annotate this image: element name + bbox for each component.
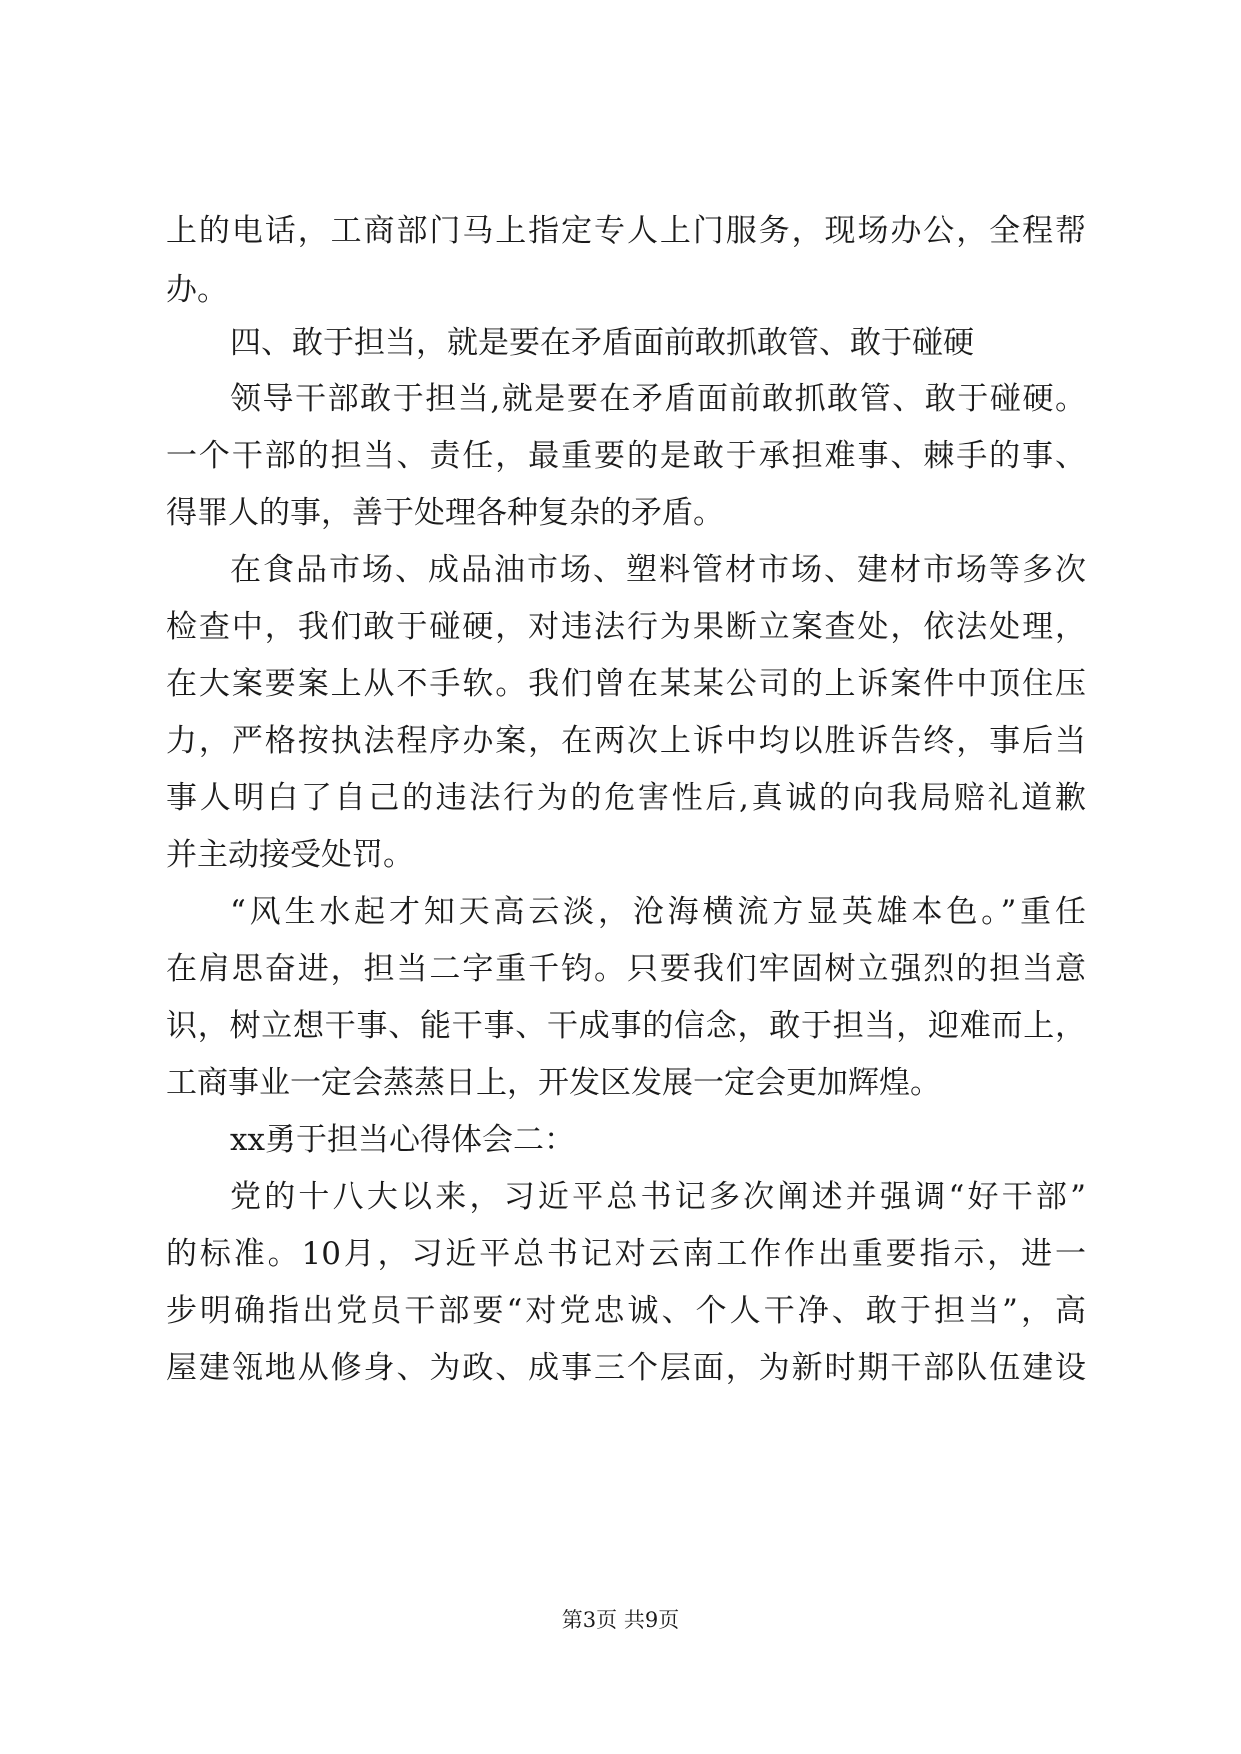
- paragraph-line: 工商事业一定会蒸蒸日上，开发区发展一定会更加辉煌。: [166, 1065, 941, 1101]
- page-number-footer: 第3页 共9页: [561, 1608, 680, 1632]
- paragraph-line: 检查中，我们敢于碰硬，对违法行为果断立案查处，依法处理，: [166, 609, 1086, 645]
- paragraph-line: 事人明白了自己的违法行为的危害性后,真诚的向我局赔礼道歉: [166, 780, 1086, 816]
- paragraph-line: 力，严格按执法程序办案，在两次上诉中均以胜诉告终，事后当: [166, 723, 1086, 759]
- paragraph-line: 在大案要案上从不手软。我们曾在某某公司的上诉案件中顶住压: [166, 666, 1086, 702]
- paragraph-line: 并主动接受处罚。: [166, 837, 414, 873]
- paragraph-line: 党的十八大以来，习近平总书记多次阐述并强调“好干部”: [230, 1179, 1086, 1215]
- paragraph-line: 一个干部的担当、责任，最重要的是敢于承担难事、棘手的事、: [166, 438, 1086, 474]
- section-heading: xx勇于担当心得体会二：: [230, 1122, 575, 1158]
- paragraph-line: 识，树立想干事、能干事、干成事的信念，敢于担当，迎难而上，: [166, 1008, 1086, 1044]
- paragraph-line: 在食品市场、成品油市场、塑料管材市场、建材市场等多次: [230, 552, 1086, 588]
- paragraph-line: 办。: [166, 272, 228, 308]
- section-heading: 四、敢于担当，就是要在矛盾面前敢抓敢管、敢于碰硬: [230, 325, 974, 361]
- paragraph-line: 得罪人的事，善于处理各种复杂的矛盾。: [166, 495, 724, 531]
- paragraph-line: “风生水起才知天高云淡，沧海横流方显英雄本色。”重任: [230, 894, 1086, 930]
- paragraph-line: 在肩思奋进，担当二字重千钧。只要我们牢固树立强烈的担当意: [166, 951, 1086, 987]
- paragraph-line: 步明确指出党员干部要“对党忠诚、个人干净、敢于担当”，高: [166, 1293, 1086, 1329]
- paragraph-line: 屋建瓴地从修身、为政、成事三个层面，为新时期干部队伍建设: [166, 1350, 1086, 1386]
- paragraph-line: 的标准。10月，习近平总书记对云南工作作出重要指示，进一: [166, 1236, 1086, 1272]
- paragraph-line: 领导干部敢于担当,就是要在矛盾面前敢抓敢管、敢于碰硬。: [230, 381, 1086, 417]
- paragraph-line: 上的电话，工商部门马上指定专人上门服务，现场办公，全程帮: [166, 213, 1086, 249]
